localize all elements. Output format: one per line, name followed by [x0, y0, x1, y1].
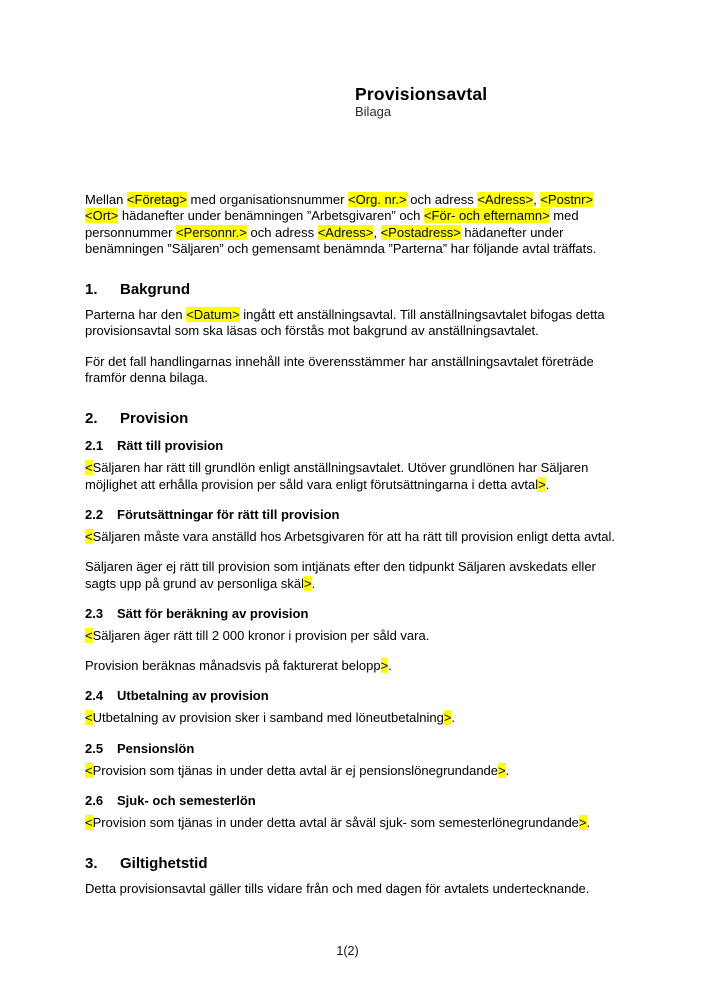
- placeholder-highlight: <Företag>: [126, 192, 187, 207]
- placeholder-highlight: >: [578, 815, 587, 831]
- subsection-heading-number: 2.3: [85, 605, 104, 621]
- placeholder-highlight: >: [303, 575, 312, 591]
- subsection-heading-title: Förutsättningar för rätt till provision: [117, 506, 340, 522]
- section: [85, 410, 625, 831]
- subsection-heading-title: Sätt för beräkning av provision: [117, 605, 309, 621]
- text-run: och adress: [406, 192, 478, 207]
- text-run: hädanefter under benämningen ”Arbetsgivaren” och: [118, 208, 424, 224]
- subsection-heading-number: 2.2: [85, 506, 104, 522]
- subsection-heading: [85, 438, 625, 454]
- text-run: Säljaren äger rätt till 2 000 kronor i provision per såld vara.: [92, 627, 430, 643]
- section-heading-number: 3.: [85, 855, 98, 873]
- document-header: [355, 84, 625, 120]
- text-run: .: [505, 762, 510, 778]
- text-run: med personnummer: [85, 208, 579, 240]
- text-run: .: [388, 658, 392, 674]
- subsection-heading-title: Rätt till provision: [117, 438, 224, 454]
- subsection-heading: [85, 793, 625, 809]
- text-run: ,: [533, 192, 541, 207]
- page-number: 1(2): [336, 944, 359, 958]
- subsection-heading-number: 2.4: [85, 688, 104, 704]
- placeholder-highlight: <: [85, 627, 93, 643]
- paragraph: [85, 710, 625, 726]
- text-run: Parterna har den: [85, 307, 187, 323]
- subsection-heading: [85, 741, 625, 757]
- section-heading-title: Provision: [120, 410, 189, 428]
- placeholder-highlight: <Personnr.>: [176, 224, 247, 240]
- sections: [85, 281, 625, 897]
- text-run: Provision som tjänas in under detta avtal är ej pensionslönegrundande: [92, 762, 499, 778]
- section-heading-number: 2.: [85, 410, 98, 428]
- text-run: ingått ett anställningsavtal. Till anställningsavtalet bifogas detta provisionsavtal som ska läsas och förstås mot bakgrund av anställningsavtalet.: [85, 307, 605, 339]
- paragraph: [85, 658, 625, 674]
- placeholder-highlight: >: [380, 658, 389, 674]
- section-heading: [85, 855, 625, 873]
- section-heading-number: 1.: [85, 281, 98, 299]
- subsection: [85, 741, 625, 779]
- placeholder-highlight: <: [85, 762, 93, 778]
- paragraph: [85, 529, 625, 545]
- text-run: För det fall handlingarnas innehåll inte överensstämmer har anställningsavtalet företräde framför denna bilaga.: [85, 353, 594, 386]
- text-run: Säljaren har rätt till grundlön enligt anställningsavtalet. Utöver grundlönen har Säljaren möjlighet att erhålla provision per såld vara enligt förutsättningarna i detta avtal: [85, 460, 589, 492]
- subsection-heading-number: 2.6: [85, 793, 104, 809]
- section: [85, 855, 625, 897]
- text-run: Säljaren måste vara anställd hos Arbetsgivaren för att ha rätt till provision enligt detta avtal.: [92, 528, 616, 544]
- section: [85, 281, 625, 386]
- placeholder-highlight: <Org. nr.>: [348, 192, 407, 207]
- text-run: Mellan: [85, 192, 127, 207]
- text-run: .: [311, 575, 316, 591]
- text-run: Säljaren äger ej rätt till provision som intjänats efter den tidpunkt Säljaren avskedats eller sagts upp på grund av personliga skäl: [85, 559, 596, 591]
- text-run: .: [545, 476, 550, 492]
- placeholder-highlight: <Adress>: [477, 192, 534, 207]
- intro-paragraph: [85, 192, 625, 257]
- subsection-heading-title: Pensionslön: [117, 740, 195, 756]
- subsection: [85, 606, 625, 675]
- text-run: .: [586, 815, 591, 831]
- placeholder-highlight: <Datum>: [186, 307, 240, 323]
- text-run: hädanefter under benämningen ”Säljaren” och gemensamt benämnda ”Parterna” har följande avtal träffats.: [85, 224, 597, 256]
- placeholder-highlight: <Postnr>: [540, 192, 594, 207]
- text-run: Provision som tjänas in under detta avtal är såväl sjuk- som semesterlönegrundande: [92, 815, 579, 831]
- paragraph: [85, 354, 625, 387]
- subsection-heading: [85, 507, 625, 523]
- paragraph: [85, 307, 625, 340]
- placeholder-highlight: <Postadress>: [380, 224, 461, 240]
- subsection-heading-title: Utbetalning av provision: [117, 688, 269, 704]
- text-run: och adress: [246, 224, 318, 240]
- text-run: .: [451, 710, 456, 726]
- placeholder-highlight: <: [85, 460, 93, 476]
- subsection: [85, 688, 625, 726]
- section-heading-title: Giltighetstid: [120, 855, 208, 873]
- subsection-heading: [85, 606, 625, 622]
- placeholder-highlight: <: [85, 815, 93, 831]
- text-run: Detta provisionsavtal gäller tills vidare från och med dagen för avtalets undertecknande.: [85, 881, 590, 897]
- placeholder-highlight: >: [443, 710, 452, 726]
- document-title: Provisionsavtal: [355, 84, 488, 104]
- paragraph: [85, 815, 625, 831]
- subsection-heading-title: Sjuk- och semesterlön: [117, 793, 256, 809]
- placeholder-highlight: >: [538, 476, 546, 492]
- document-subtitle: Bilaga: [355, 104, 392, 119]
- subsection-heading: [85, 688, 625, 704]
- subsection: [85, 438, 625, 493]
- placeholder-highlight: <: [85, 528, 93, 544]
- placeholder-highlight: <För- och efternamn>: [423, 208, 550, 224]
- paragraph: [85, 460, 625, 493]
- text-run: Provision beräknas månadsvis på fakturerat belopp: [85, 658, 381, 674]
- placeholder-highlight: <: [85, 710, 93, 726]
- paragraph: [85, 559, 625, 592]
- placeholder-highlight: <Adress>: [317, 224, 374, 240]
- subsection: [85, 793, 625, 831]
- text-run: ,: [373, 224, 381, 240]
- section-heading: [85, 410, 625, 428]
- section-heading-title: Bakgrund: [120, 281, 191, 299]
- placeholder-highlight: <Ort>: [85, 208, 119, 224]
- section-heading: [85, 281, 625, 299]
- text-run: Utbetalning av provision sker i samband med löneutbetalning: [92, 710, 444, 726]
- subsection: [85, 507, 625, 592]
- paragraph: [85, 763, 625, 779]
- paragraph: [85, 881, 625, 897]
- subsection-heading-number: 2.1: [85, 438, 104, 454]
- subsection-heading-number: 2.5: [85, 740, 104, 756]
- text-run: med organisationsnummer: [186, 192, 349, 207]
- paragraph: [85, 628, 625, 644]
- placeholder-highlight: >: [498, 762, 506, 778]
